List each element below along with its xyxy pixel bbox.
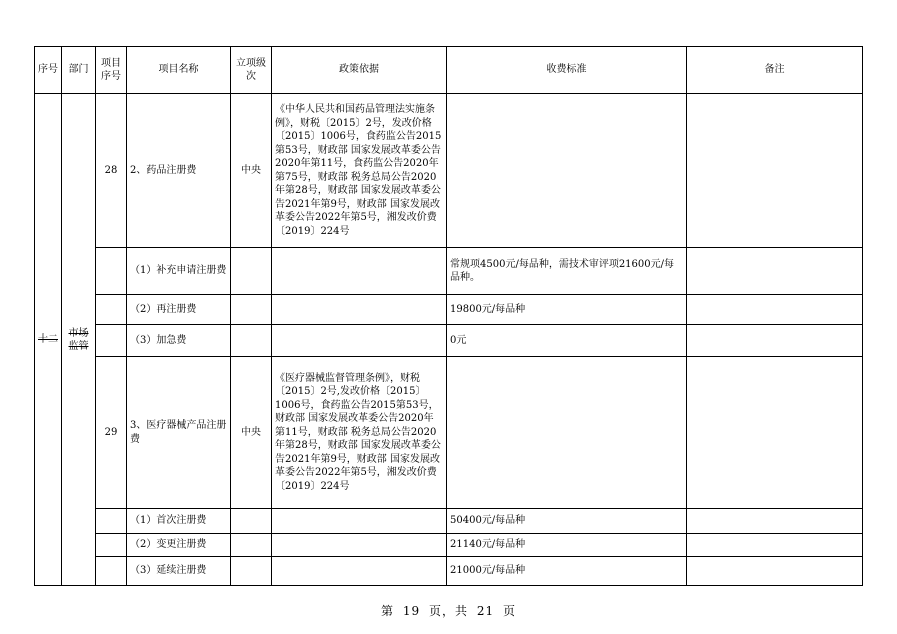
fee-table-sheet [34, 46, 862, 586]
header-level: 立项级次 [231, 47, 272, 94]
table-row [35, 248, 863, 295]
standard-cell [447, 357, 687, 509]
total-page-number: 21 [476, 604, 495, 618]
header-basis: 政策依据 [272, 47, 447, 94]
basis-cell [272, 534, 447, 557]
header-row [35, 47, 863, 94]
level-cell [231, 509, 272, 534]
standard-cell: 常规项4500元/每品种，需技术审评项21600元/每品种。 [447, 248, 687, 295]
header-seq: 序号 [35, 47, 62, 94]
table-row [35, 534, 863, 557]
basis-cell [272, 557, 447, 586]
level-cell: 中央 [231, 94, 272, 248]
remark-cell [687, 509, 863, 534]
item-name-cell: 3、医疗器械产品注册费 [127, 357, 231, 509]
header-remark: 备注 [687, 47, 863, 94]
level-cell [231, 248, 272, 295]
item-no-cell: 29 [96, 357, 127, 509]
item-no-cell [96, 248, 127, 295]
standard-cell: 21000元/每品种 [447, 557, 687, 586]
level-cell [231, 557, 272, 586]
remark-cell [687, 357, 863, 509]
remark-cell [687, 534, 863, 557]
remark-cell [687, 295, 863, 325]
item-name-cell: （1）首次注册费 [127, 509, 231, 534]
basis-cell [272, 325, 447, 357]
item-no-cell [96, 509, 127, 534]
item-name-cell: （2）再注册费 [127, 295, 231, 325]
basis-cell [272, 509, 447, 534]
group-seq-cell: 十二 [35, 94, 62, 586]
fee-table [34, 46, 863, 586]
page-footer [0, 602, 897, 619]
current-page-number: 19 [402, 604, 421, 618]
standard-cell [447, 94, 687, 248]
standard-cell: 19800元/每品种 [447, 295, 687, 325]
group-dept-cell: 市场监管 [62, 94, 96, 586]
standard-cell: 0元 [447, 325, 687, 357]
header-item-no: 项目序号 [96, 47, 127, 94]
item-no-cell: 28 [96, 94, 127, 248]
footer-suffix: 页 [502, 604, 516, 618]
level-cell: 中央 [231, 357, 272, 509]
item-no-cell [96, 534, 127, 557]
item-name-cell: 2、药品注册费 [127, 94, 231, 248]
standard-cell: 21140元/每品种 [447, 534, 687, 557]
remark-cell [687, 94, 863, 248]
header-standard: 收费标准 [447, 47, 687, 94]
basis-cell [272, 295, 447, 325]
item-name-cell: （3）延续注册费 [127, 557, 231, 586]
footer-mid: 页，共 [428, 604, 468, 618]
standard-cell: 50400元/每品种 [447, 509, 687, 534]
item-no-cell [96, 557, 127, 586]
table-row [35, 94, 863, 248]
table-row [35, 295, 863, 325]
basis-cell: 《中华人民共和国药品管理法实施条例》，财税〔2015〕2号，发改价格〔2015〕1006号，食药监公告2015第53号，财政部 国家发展改革委公告2020年第11号，食药监公告2020年第75号，财政部 税务总局公告2020年第28号，财政部 国家发展改革委公告2021年第9号，财政部 国家发展改革委公告2022年第5号，湘发改价费〔2019〕224号 [272, 94, 447, 248]
item-no-cell [96, 325, 127, 357]
item-name-cell: （2）变更注册费 [127, 534, 231, 557]
level-cell [231, 295, 272, 325]
header-dept: 部门 [62, 47, 96, 94]
basis-cell: 《医疗器械监督管理条例》，财税〔2015〕2号,发改价格〔2015〕1006号，食药监公告2015第53号，财政部 国家发展改革委公告2020年第11号，财政部 税务总局公告2020年第28号，财政部 国家发展改革委公告2021年第9号，财政部 国家发展改革委公告2022年第5号，湘发改价费〔2019〕224号 [272, 357, 447, 509]
item-no-cell [96, 295, 127, 325]
footer-prefix: 第 [381, 604, 395, 618]
item-name-cell: （3）加急费 [127, 325, 231, 357]
level-cell [231, 325, 272, 357]
remark-cell [687, 557, 863, 586]
table-row [35, 557, 863, 586]
remark-cell [687, 248, 863, 295]
table-row [35, 357, 863, 509]
table-row [35, 325, 863, 357]
remark-cell [687, 325, 863, 357]
table-row [35, 509, 863, 534]
header-item-name: 项目名称 [127, 47, 231, 94]
level-cell [231, 534, 272, 557]
basis-cell [272, 248, 447, 295]
item-name-cell: （1）补充申请注册费 [127, 248, 231, 295]
